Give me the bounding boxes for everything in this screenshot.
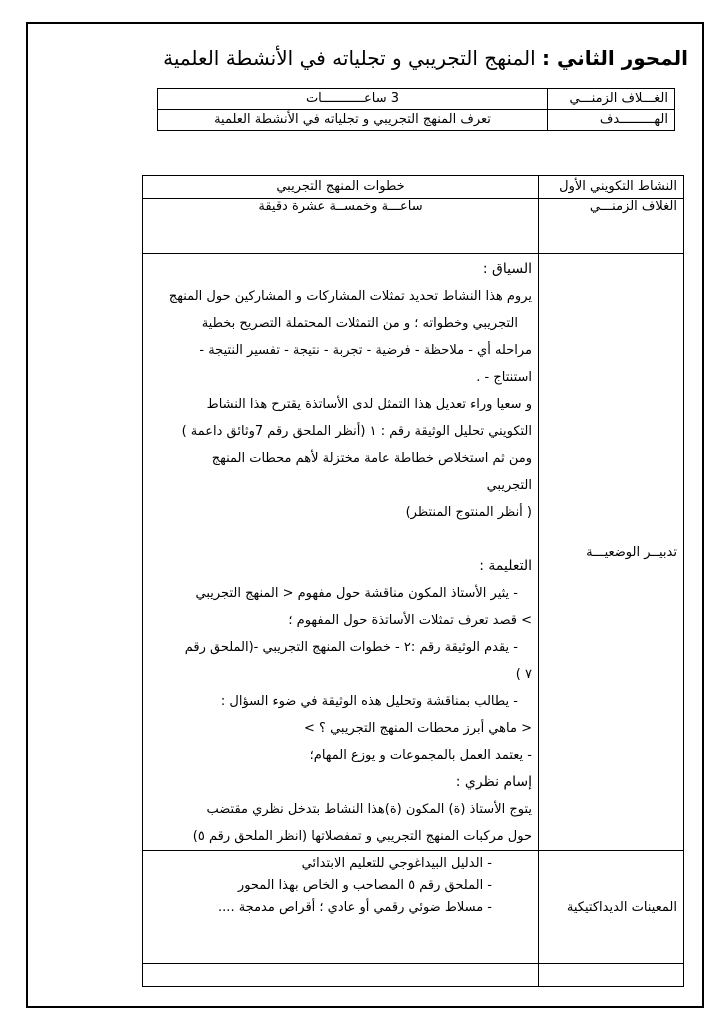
resources-content bbox=[143, 851, 539, 964]
context-line: التكويني تحليل الوثيقة رقم : ١ (أنظر الملحق رقم 7وثائق داعمة ) bbox=[181, 424, 532, 439]
theory-heading: إسام نظري : bbox=[455, 774, 532, 790]
situation-content bbox=[143, 254, 539, 851]
context-line: ( أنظر المنتوج المنتظر) bbox=[405, 505, 532, 520]
context-line: مراحله أي - ملاحظة - فرضية - تجربة - نتيجة - تفسير النتيجة - bbox=[199, 343, 532, 358]
instruction-heading: التعليمة : bbox=[479, 558, 532, 574]
resources-label: المعينات الديداكتيكية bbox=[539, 851, 684, 964]
instruction-line: ٧ ) bbox=[515, 667, 532, 682]
activity-value: خطوات المنهج التجريبي bbox=[143, 176, 539, 199]
instruction-line: > قصد تعرف تمثلات الأساتذة حول المفهوم ؛ bbox=[288, 613, 532, 628]
activity-table bbox=[142, 175, 684, 987]
title-text: المنهج التجريبي و تجلياته في الأنشطة العلمية bbox=[163, 46, 536, 70]
instruction-line: - يطالب بمناقشة وتحليل هذه الوثيقة في ضوء السؤال : bbox=[220, 694, 518, 709]
instruction-line: < ماهي أبرز محطات المنهج التجريبي ؟ > bbox=[304, 721, 532, 736]
context-line: ومن ثم استخلاص خطاطة عامة مختزلة لأهم محطات المنهج bbox=[211, 451, 532, 466]
activity-label: النشاط التكويني الأول bbox=[539, 176, 684, 199]
time-label: الغـــلاف الزمنـــي bbox=[548, 89, 675, 110]
resource-item: - الدليل البيداغوجي للتعليم الابتدائي bbox=[301, 856, 492, 871]
context-line: يروم هذا النشاط تحديد تمثلات المشاركات و المشاركين حول المنهج bbox=[168, 289, 532, 304]
goal-label: الهـــــــــدف bbox=[548, 110, 675, 131]
situation-label: تدبيــر الوضعيـــة bbox=[539, 254, 684, 851]
page-title bbox=[60, 46, 688, 80]
empty-cell bbox=[143, 964, 539, 987]
context-line: و سعيا وراء تعديل هذا التمثل لدى الأساتذة يقترح هذا النشاط bbox=[206, 397, 532, 412]
context-line: التجريبي وخطواته ؛ و من التمثلات المحتملة التصريح بخطية bbox=[201, 316, 518, 331]
instruction-line: - يقدم الوثيقة رقم :٢ - خطوات المنهج التجريبي -(الملحق رقم bbox=[184, 640, 518, 655]
empty-cell bbox=[539, 964, 684, 987]
goal-value: تعرف المنهج التجريبي و تجلياته في الأنشطة العلمية bbox=[158, 110, 548, 131]
theory-line: حول مركبات المنهج التجريبي و تمفصلاتها (انظر الملحق رقم ٥) bbox=[192, 829, 532, 844]
title-prefix: المحور الثاني : bbox=[542, 46, 688, 70]
time-value: 3 ساعـــــــــــات bbox=[158, 89, 548, 110]
header-table bbox=[157, 88, 675, 131]
activity-time-label: الغلاف الزمنـــي bbox=[539, 199, 684, 254]
resource-item: - الملحق رقم ٥ المصاحب و الخاص بهذا المحور bbox=[237, 878, 492, 893]
context-line: التجريبي bbox=[486, 478, 532, 493]
context-heading: السياق : bbox=[482, 261, 532, 277]
context-line: استنتاج - . bbox=[476, 370, 532, 385]
activity-time-value: ساعـــة وخمســة عشرة دقيقة bbox=[143, 199, 539, 254]
resource-item: - مسلاط ضوئي رقمي أو عادي ؛ أقراص مدمجة .... bbox=[218, 900, 492, 915]
theory-line: يتوج الأستاذ (ة) المكون (ة)هذا النشاط بتدخل نظري مقتضب bbox=[206, 802, 532, 817]
instruction-line: - يعتمد العمل بالمجموعات و يوزع المهام؛ bbox=[309, 748, 532, 763]
instruction-line: - يثير الأستاذ المكون مناقشة حول مفهوم < المنهج التجريبي bbox=[195, 586, 518, 601]
